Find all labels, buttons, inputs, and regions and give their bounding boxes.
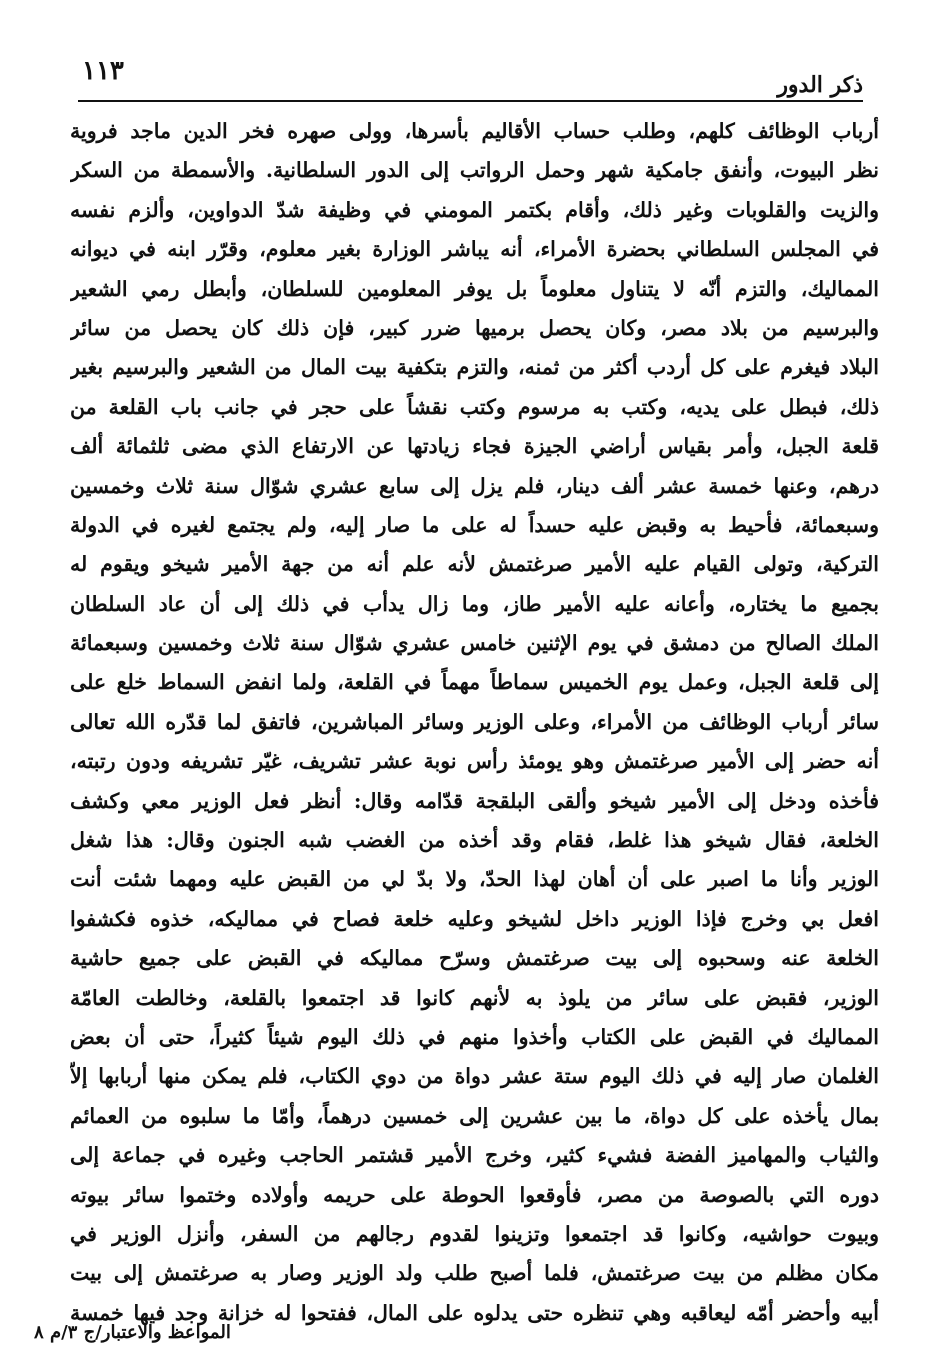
page-footer-source: المواعظ والاعتبار/ج ٣/م ٨ bbox=[34, 1322, 231, 1343]
text-line: الوزير، فقبض على سائر من يلوذ به لأنهم كانوا قد اجتمعوا بالقلعة، وخالطت العامّة bbox=[70, 985, 879, 1010]
text-line: درهم، وعنها خمسة عشر ألف دينار، فلم يزل إلى سابع عشري شوّال سنة ثلاث وخمسين bbox=[70, 473, 879, 498]
text-line: أنه حضر إلى الأمير صرغتمش وهو يومئذ رأس نوبة عشر تشريف، غيّر تشريفه ودون رتبته، bbox=[70, 749, 879, 774]
text-line: وسبعمائة، فأحيط به وقبض عليه حسداً له على ما صار إليه، ولم يجتمع لغيره في الدولة bbox=[70, 512, 879, 537]
text-line: بجميع ما يختاره، وأعانه عليه الأمير طاز، وما زال يدأب في ذلك إلى أن عاد السلطان bbox=[70, 591, 879, 616]
text-line: مكان مظلم من بيت صرغتمش، فلما أصبح طلب ولد الوزير وصار به صرغتمش إلى بيت bbox=[70, 1261, 879, 1286]
text-line: في المجلس السلطاني بحضرة الأمراء، أنه يباشر الوزارة بغير معلوم، وقرّر ابنه في ديوانه bbox=[70, 237, 879, 262]
text-line: الملك الصالح من دمشق في يوم الإثنين خامس عشري شوّال سنة ثلاث وخمسين وسبعمائة bbox=[70, 631, 879, 656]
page-number: ١١٣ bbox=[82, 56, 124, 86]
text-line: ذلك، فبطل على يديه، وكتب به مرسوم وكتب نقشاً على حجر في جانب باب القلعة من bbox=[70, 394, 879, 419]
text-line: إلى قلعة الجبل، وعمل يوم الخميس سماطاً مهماً في القلعة، ولما انفض السماط خلع على bbox=[70, 670, 879, 695]
text-line: والزيت والقلوبات وغير ذلك، وأقام بكتمر المومني في وظيفة شدّ الدواوين، وألزم نفسه bbox=[70, 197, 879, 222]
text-line: الخلعة، فقال شيخو هذا غلط، فقام وقد أخذه من الغضب شبه الجنون وقال: هذا شغل bbox=[70, 828, 879, 853]
text-line: الخلعة عنه وسحبوه إلى بيت صرغتمش وسرّح مماليكه في القبض على جميع حاشية bbox=[70, 946, 879, 971]
text-line: البلاد فيغرم على كل أردب أكثر من ثمنه، والتزم بتكفية بيت المال من الشعير والبرسيم بغير bbox=[70, 355, 879, 380]
text-line: أرباب الوظائف كلهم، وطلب حساب الأقاليم بأسرها، وولى صهره فخر الدين ماجد فروية bbox=[70, 119, 879, 143]
text-line: والثياب والمهاميز الفضة فشيء كثير، وخرج الأمير قشتمر الحاجب وغيره في جماعة إلى bbox=[70, 1143, 879, 1168]
text-line: المماليك في القبض على الكتاب وأخذوا منهم في ذلك اليوم شيئاً كثيراً، حتى أن بعض bbox=[70, 1024, 879, 1049]
text-line: وبيوت حواشيه، وكانوا قد اجتمعوا وتزينوا لقدوم رجالهم من السفر، وأنزل الوزير في bbox=[70, 1221, 879, 1246]
text-line: الوزير وأنا ما اصبر على أن أهان لهذا الحدّ، ولا بدّ لي من القبض عليه ومهما شئت أنت bbox=[70, 867, 879, 892]
running-header-title: ذكر الدور bbox=[777, 72, 863, 98]
body-text bbox=[70, 112, 879, 1333]
text-line: بمال يأخذه على كل دواة، ما بين عشرين إلى خمسين درهماً، وأمّا ما سلبوه من العمائم bbox=[70, 1103, 879, 1128]
text-line: أبيه وأحضر أمّه ليعاقبه وهي تنظره حتى يدلوه على المال، ففتحوا له خزانة وجد فيها خمسة bbox=[70, 1300, 879, 1325]
text-line: فأخذه ودخل إلى الأمير شيخو وألقى البلقجة قدّامه وقال: أنظر فعل الوزير معي وكشف bbox=[70, 788, 879, 813]
text-line: المماليك، والتزم أنّه لا يتناول معلوماً بل يوفر المعلومين للسلطان، وأبطل رمي الشعير bbox=[70, 276, 879, 301]
text-line: التركية، وتولى القيام عليه الأمير صرغتمش لأنه علم أنه من جهة الأمير شيخو ويقوم له bbox=[70, 552, 879, 577]
text-line: نظر البيوت، وأنفق جامكية شهر وحمل الرواتب إلى الدور السلطانية. والأسمطة من السكر bbox=[70, 158, 879, 183]
text-line: الغلمان صار إليه في ذلك اليوم ستة عشر دواة من دوي الكتاب، فلم يمكن منها أربابها إلاّ bbox=[70, 1064, 879, 1089]
text-line: والبرسيم من بلاد مصر، وكان يحصل برميها ضرر كبير، فإن ذلك كان يحصل من سائر bbox=[70, 315, 879, 340]
text-line: دوره التي بالصوصة من مصر، فأوقعوا الحوطة على حريمه وأولاده وختموا سائر بيوته bbox=[70, 1182, 879, 1207]
text-line: قلعة الجبل، وأمر بقياس أراضي الجيزة فجاء زيادتها عن الارتفاع الذي مضى ثلثمائة ألف bbox=[70, 434, 879, 459]
text-line: افعل بي وخرج فإذا الوزير داخل لشيخو وعليه خلعة فصاح في مماليكه، خذوه فكشفوا bbox=[70, 906, 879, 931]
page-header bbox=[78, 50, 863, 102]
text-line: سائر أرباب الوظائف من الأمراء، وعلى الوزير وسائر المباشرين، فاتفق لما قدّره الله تعالى bbox=[70, 709, 879, 734]
